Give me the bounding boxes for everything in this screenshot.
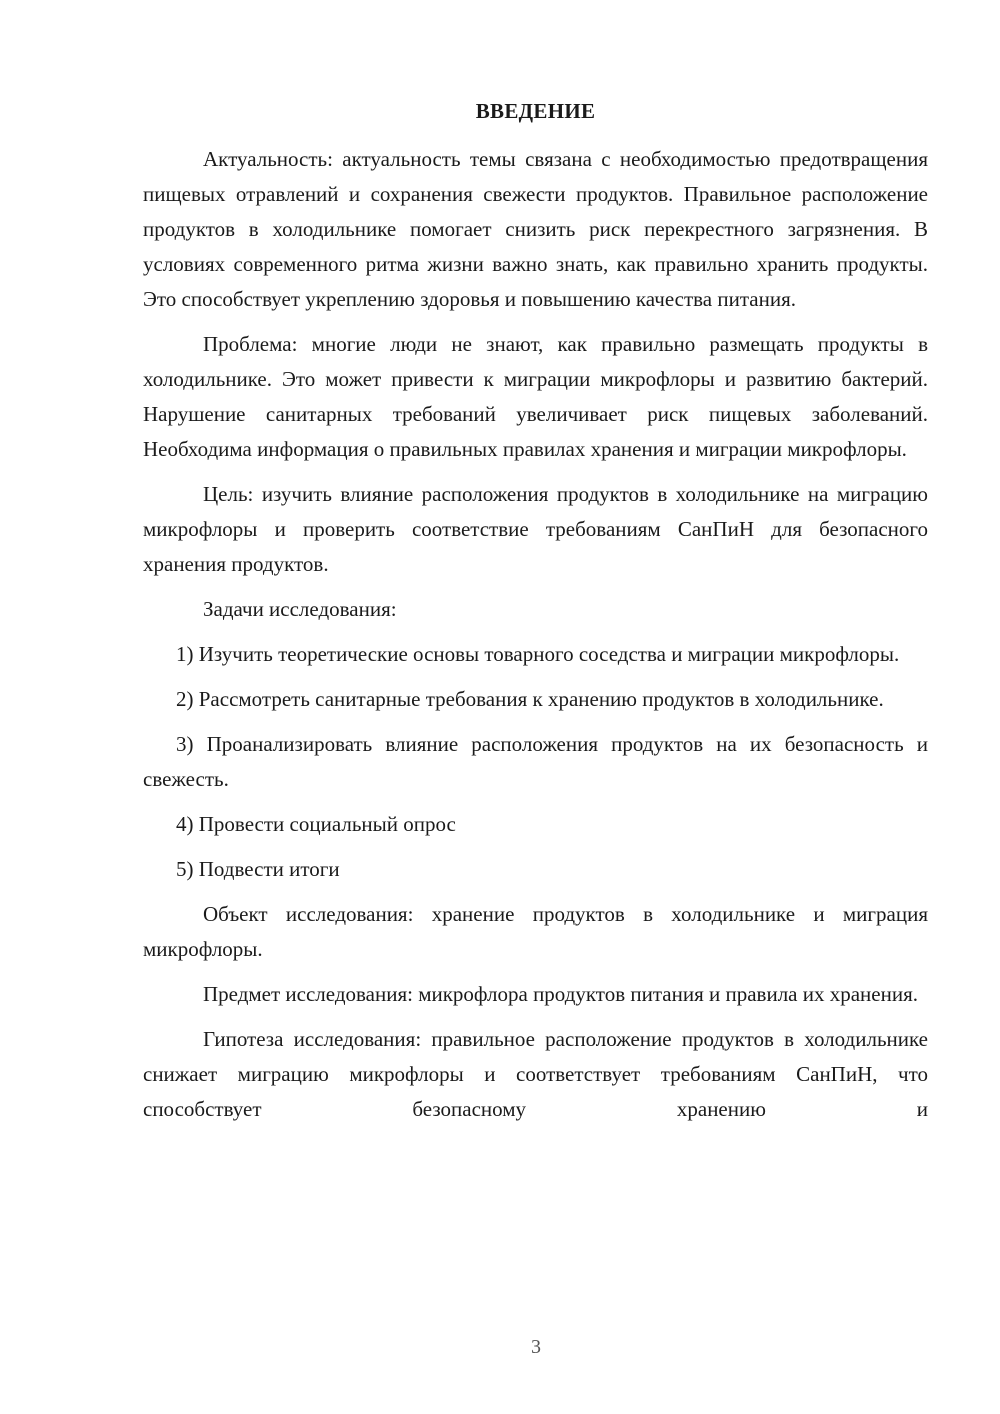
paragraph-hypothesis: Гипотеза исследования: правильное расположение продуктов в холодильнике снижает миграцию микрофлоры и соответствует требованиям СанПиН, что способствует безопасному хранению и <box>143 1027 928 1121</box>
paragraph-tasks-heading: Задачи исследования: <box>203 597 397 621</box>
page-title: ВВЕДЕНИЕ <box>475 99 596 123</box>
document-body <box>143 96 928 1137</box>
paragraph-problem: Проблема: многие люди не знают, как правильно размещать продукты в холодильнике. Это может привести к миграции микрофлоры и развитию бактерий. Нарушение санитарных требований увеличивает риск пищевых заболеваний. Необходима информация о правильных правилах хранения и миграции микрофлоры. <box>143 332 928 461</box>
task-item-2: 2) Рассмотреть санитарные требования к хранению продуктов в холодильнике. <box>176 687 884 711</box>
paragraph-subject: Предмет исследования: микрофлора продуктов питания и правила их хранения. <box>203 982 918 1006</box>
task-item-3: 3) Проанализировать влияние расположения продуктов на их безопасность и свежесть. <box>143 732 928 791</box>
paragraph-object: Объект исследования: хранение продуктов в холодильнике и миграция микрофлоры. <box>143 902 928 961</box>
task-item-5: 5) Подвести итоги <box>176 857 340 881</box>
paragraph-goal: Цель: изучить влияние расположения продуктов в холодильнике на миграцию микрофлоры и проверить соответствие требованиям СанПиН для безопасного хранения продуктов. <box>143 482 928 576</box>
task-item-4: 4) Провести социальный опрос <box>176 812 456 836</box>
task-item-1: 1) Изучить теоретические основы товарного соседства и миграции микрофлоры. <box>176 642 900 666</box>
page-number: 3 <box>531 1336 541 1358</box>
paragraph-relevance: Актуальность: актуальность темы связана с необходимостью предотвращения пищевых отравлений и сохранения свежести продуктов. Правильное расположение продуктов в холодильнике помогает снизить риск перекрестного загрязнения. В условиях современного ритма жизни важно знать, как правильно хранить продукты. Это способствует укреплению здоровья и повышению качества питания. <box>143 147 928 311</box>
